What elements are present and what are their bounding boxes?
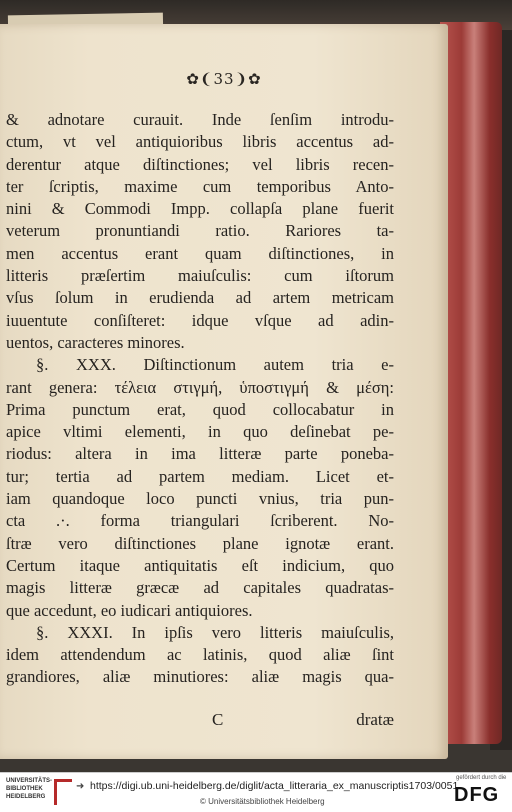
page-edges-red: [440, 22, 502, 744]
text-line: ſtræ vero diſtinctiones plane ignotæ erant.: [6, 533, 394, 553]
text-line: litteris præſertim maiuſculis: cum iſtorum: [6, 266, 394, 286]
book-page: [0, 24, 448, 759]
text-line: uentos, caracteres minores.: [6, 332, 185, 352]
library-logo-icon: [54, 779, 72, 805]
library-logo-text: UNIVERSITÄTS-BIBLIOTHEK HEIDELBERG: [6, 778, 53, 800]
text-line: tur; tertia ad partem mediam. Licet et-: [6, 466, 394, 486]
text-line: riodus: altera in ima litteræ parte poneba-: [6, 444, 394, 464]
copyright-notice: © Universitätsbibliothek Heidelberg: [200, 797, 325, 806]
text-line: grandiores, aliæ minutiores: aliæ magis qua-: [6, 667, 394, 687]
text-line: cta .·. forma triangulari ſcriberent. No-: [6, 511, 394, 531]
permalink[interactable]: https://digi.ub.uni-heidelberg.de/diglit/acta_litteraria_ex_manuscriptis1703/0051: [90, 780, 459, 792]
viewer-footer: [0, 772, 512, 812]
text-line: iam quandoque loco puncti vnius, tria pun-: [6, 489, 394, 509]
signature-mark: C: [212, 710, 224, 729]
text-line: §. XXXI. In ipſis vero litteris maiuſculis,: [36, 622, 394, 642]
text-line: & adnotare curauit. Inde ſenſim introdu-: [6, 110, 394, 129]
text-line: apice vltimi elementi, in quo deſinebat pe-: [6, 422, 394, 442]
link-arrow-icon: ➜: [76, 781, 85, 792]
text-line: iuuentute conſiſteret: idque vſque ad adin-: [6, 310, 394, 330]
text-line: nini & Commodi Impp. collapſa plane fuerit: [6, 199, 394, 219]
text-line: derentur atque diſtinctiones; vel libris recen-: [6, 154, 394, 174]
text-line: magis litteræ græcæ ad capitales quadratas-: [6, 578, 394, 598]
dfg-logo: DFG: [454, 784, 500, 806]
text-line: men accentus erant quam diſtinctiones, in: [6, 243, 394, 263]
text-line: veterum pronuntiandi ratio. Rariores ta-: [6, 221, 394, 241]
text-line: ter ſcriptis, maxime cum temporibus Anto-: [6, 176, 394, 196]
catchword: dratæ: [356, 710, 394, 729]
text-line: Certum itaque antiquitatis eſt indicium, quo: [6, 555, 394, 575]
funded-by-label: gefördert durch die: [456, 775, 507, 781]
text-line: Prima punctum erat, quod collocabatur in: [6, 399, 394, 419]
body-text: [6, 109, 394, 689]
text-line: §. XXX. Diſtinctionum autem tria e-: [36, 355, 394, 375]
page-number: ✿❨33❩✿: [186, 70, 262, 88]
page-footer-line: [0, 710, 394, 732]
text-line: idem attendendum ac latinis, quod aliæ ſint: [6, 645, 394, 665]
text-line: ctum, vt vel antiquioribus libris accentus ad-: [6, 132, 394, 152]
text-line: vſus ſolum in erudienda ad artem metricam: [6, 288, 394, 308]
text-line: rant genera: τέλεια στιγμή, ὑποστιγμή & μέση:: [6, 377, 394, 397]
text-line: que accedunt, eo iudicari antiquiores.: [6, 600, 253, 620]
